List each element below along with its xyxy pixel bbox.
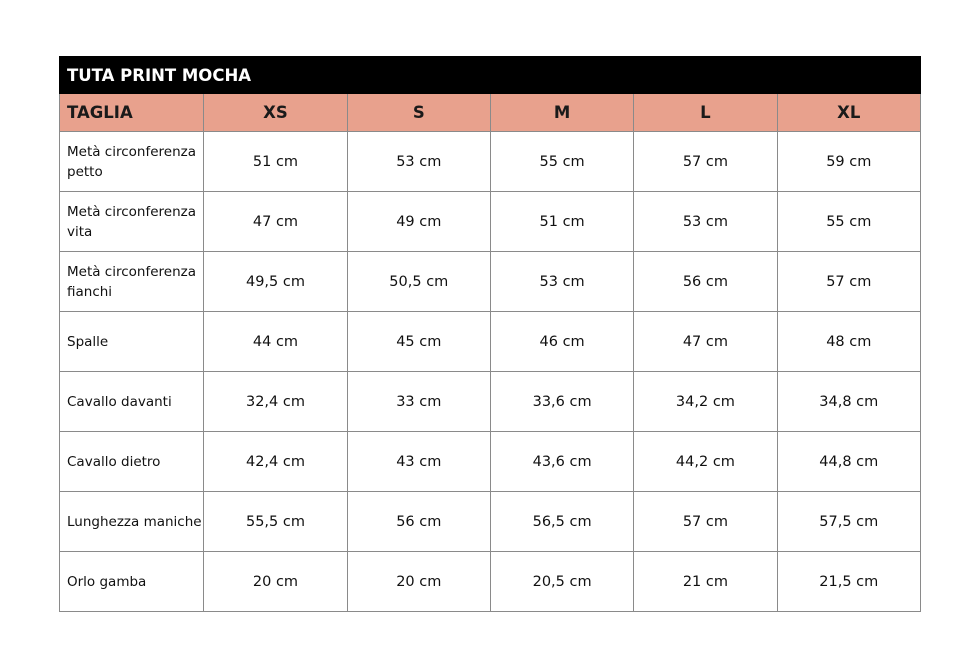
table-cell: 46 cm [490,312,633,372]
row-label: Metà circonferenza vita [60,192,204,252]
row-label: Metà circonferenza fianchi [60,252,204,312]
size-header-row [60,94,921,132]
table-cell: 44 cm [204,312,347,372]
table-cell: 49,5 cm [204,252,347,312]
row-label: Cavallo davanti [60,372,204,432]
table-cell: 57,5 cm [777,492,920,552]
table-cell: 44,8 cm [777,432,920,492]
table-cell: 21 cm [634,552,777,612]
table-row [60,432,921,492]
table-cell: 47 cm [204,192,347,252]
table-cell: 33 cm [347,372,490,432]
table-cell: 53 cm [490,252,633,312]
table-cell: 50,5 cm [347,252,490,312]
table-cell: 59 cm [777,132,920,192]
table-cell: 55 cm [777,192,920,252]
table-cell: 55 cm [490,132,633,192]
size-header-l: L [634,94,777,132]
table-row [60,132,921,192]
size-header-s: S [347,94,490,132]
table-cell: 43,6 cm [490,432,633,492]
table-cell: 20 cm [204,552,347,612]
table-cell: 51 cm [490,192,633,252]
table-cell: 49 cm [347,192,490,252]
table-cell: 56 cm [347,492,490,552]
table-cell: 20 cm [347,552,490,612]
table-row [60,372,921,432]
size-header-xs: XS [204,94,347,132]
table-row [60,312,921,372]
table-cell: 45 cm [347,312,490,372]
table-cell: 57 cm [634,132,777,192]
table-cell: 51 cm [204,132,347,192]
table-cell: 47 cm [634,312,777,372]
table-cell: 56,5 cm [490,492,633,552]
table-cell: 53 cm [634,192,777,252]
table-cell: 21,5 cm [777,552,920,612]
size-header-m: M [490,94,633,132]
table-cell: 42,4 cm [204,432,347,492]
chart-title: TUTA PRINT MOCHA [60,57,921,94]
table-cell: 34,2 cm [634,372,777,432]
row-label: Lunghezza maniche [60,492,204,552]
table-cell: 43 cm [347,432,490,492]
table-cell: 57 cm [634,492,777,552]
table-cell: 20,5 cm [490,552,633,612]
table-row [60,552,921,612]
size-header-label: TAGLIA [60,94,204,132]
table-cell: 44,2 cm [634,432,777,492]
table-cell: 33,6 cm [490,372,633,432]
row-label: Metà circonferenza petto [60,132,204,192]
row-label: Cavallo dietro [60,432,204,492]
row-label: Orlo gamba [60,552,204,612]
title-row [60,57,921,94]
table-row [60,492,921,552]
size-header-xl: XL [777,94,920,132]
row-label: Spalle [60,312,204,372]
table-row [60,192,921,252]
table-cell: 53 cm [347,132,490,192]
table-cell: 55,5 cm [204,492,347,552]
table-cell: 34,8 cm [777,372,920,432]
table-cell: 48 cm [777,312,920,372]
table-cell: 56 cm [634,252,777,312]
table-cell: 32,4 cm [204,372,347,432]
table-cell: 57 cm [777,252,920,312]
size-chart-table [59,56,921,612]
table-row [60,252,921,312]
